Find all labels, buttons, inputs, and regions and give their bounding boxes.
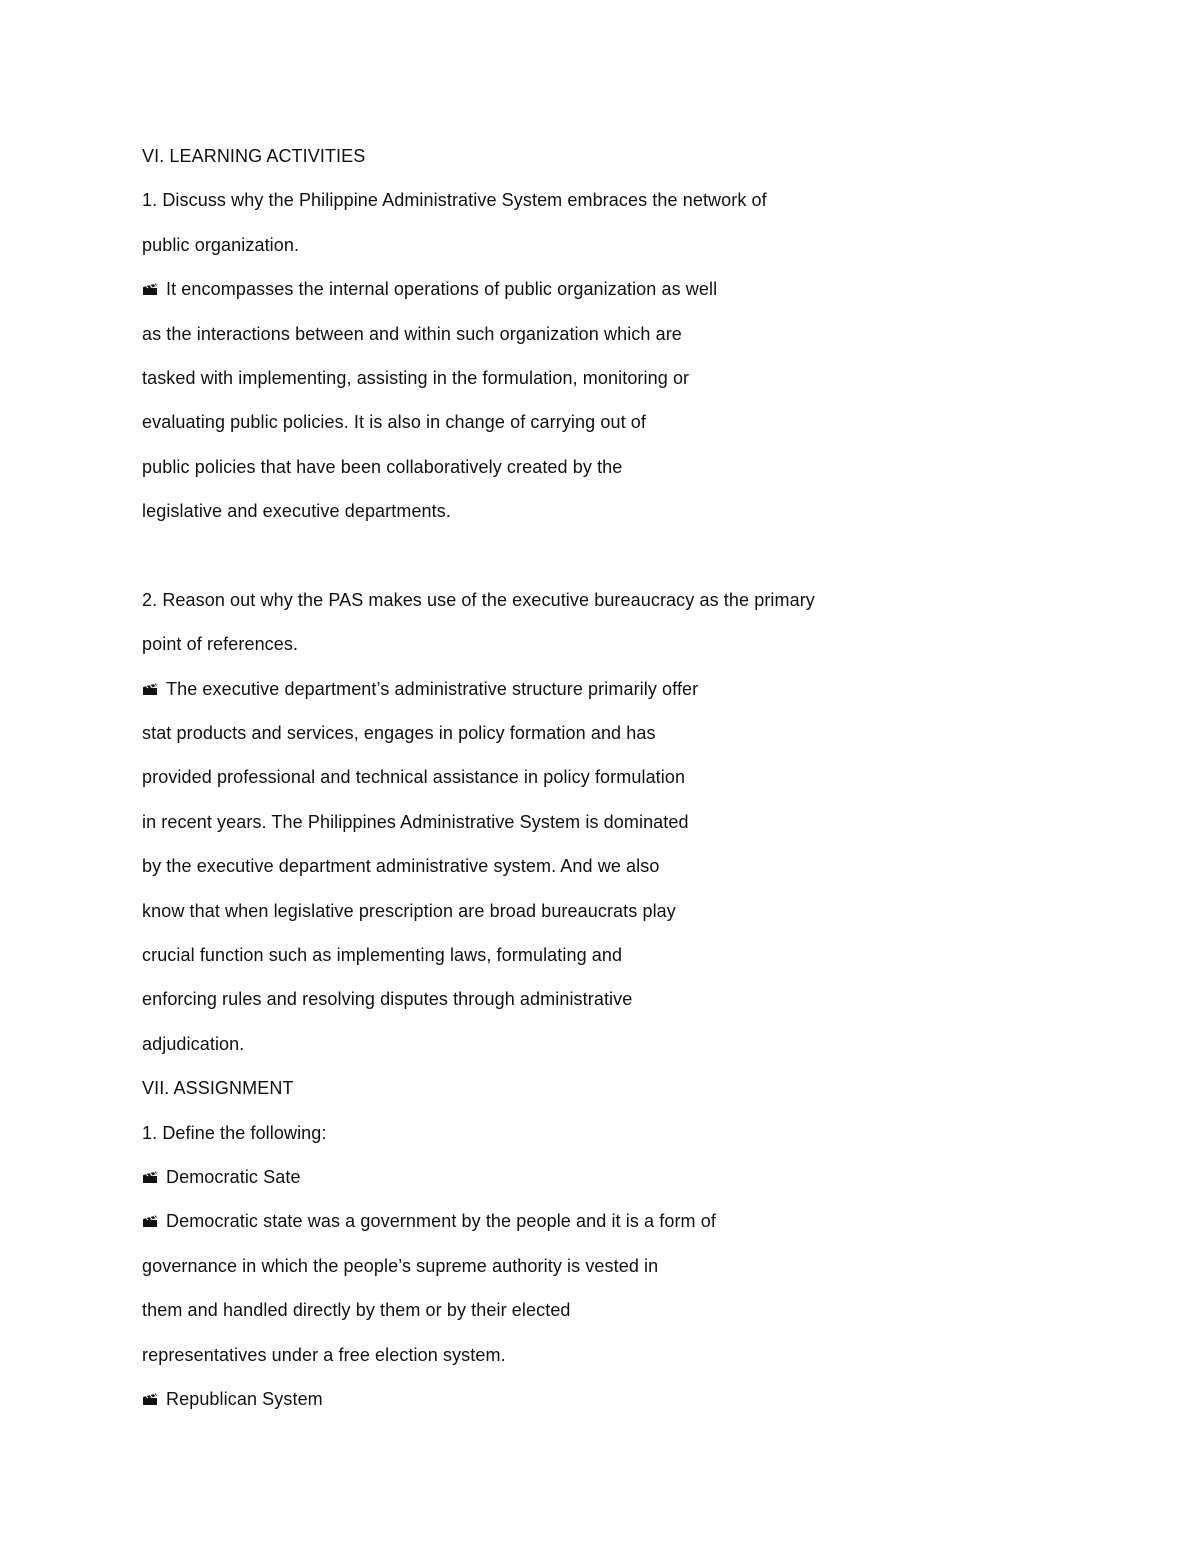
bullet-text: Republican System [166,1388,323,1409]
clapperboard-icon [142,1214,158,1228]
bullet-text: It encompasses the internal operations of public organization as well [166,279,718,300]
text-line: 2. Reason out why the PAS makes use of the executive bureaucracy as the primary [142,589,815,610]
bullet-line [142,1199,902,1243]
text-line: provided professional and technical assistance in policy formulation [142,767,686,788]
text-line: legislative and executive departments. [142,501,451,522]
clapperboard-icon [142,682,158,696]
bullet-line [142,267,902,311]
text-line: 1. Define the following: [142,1122,327,1143]
text-line: VI. LEARNING ACTIVITIES [142,146,366,166]
bullet-line [142,1377,902,1421]
text-line: as the interactions between and within such organization which are [142,323,682,344]
bullet-line [142,1155,902,1199]
text-line: public organization. [142,234,300,255]
text-line: public policies that have been collaboratively created by the [142,456,623,477]
text-line: know that when legislative prescription are broad bureaucrats play [142,900,676,921]
text-line: stat products and services, engages in policy formation and has [142,723,656,744]
bullet-text: Democratic state was a government by the people and it is a form of [166,1211,716,1232]
text-line: them and handled directly by them or by their elected [142,1300,571,1321]
text-line: 1. Discuss why the Philippine Administrative System embraces the network of [142,190,767,211]
clapperboard-icon [142,1170,158,1184]
clapperboard-icon [142,282,158,296]
text-line: by the executive department administrative system. And we also [142,856,660,877]
bullet-text: The executive department’s administrative structure primarily offer [166,678,699,699]
text-line: point of references. [142,634,299,655]
clapperboard-icon [142,1392,158,1406]
text-line: tasked with implementing, assisting in the formulation, monitoring or [142,367,690,388]
section-heading: VII. ASSIGNMENT [142,1078,294,1099]
text-line: in recent years. The Philippines Administrative System is dominated [142,811,689,832]
text-line: adjudication. [142,1033,245,1054]
blank-line [142,534,902,578]
text-line: evaluating public policies. It is also in change of carrying out of [142,412,646,433]
bullet-line [142,667,902,711]
text-line: enforcing rules and resolving disputes through administrative [142,989,633,1010]
text-line: crucial function such as implementing laws, formulating and [142,945,623,966]
text-line: representatives under a free election system. [142,1344,506,1365]
document-body [142,134,902,1421]
bullet-text: Democratic Sate [166,1166,301,1187]
text-line: governance in which the people’s supreme authority is vested in [142,1255,659,1276]
